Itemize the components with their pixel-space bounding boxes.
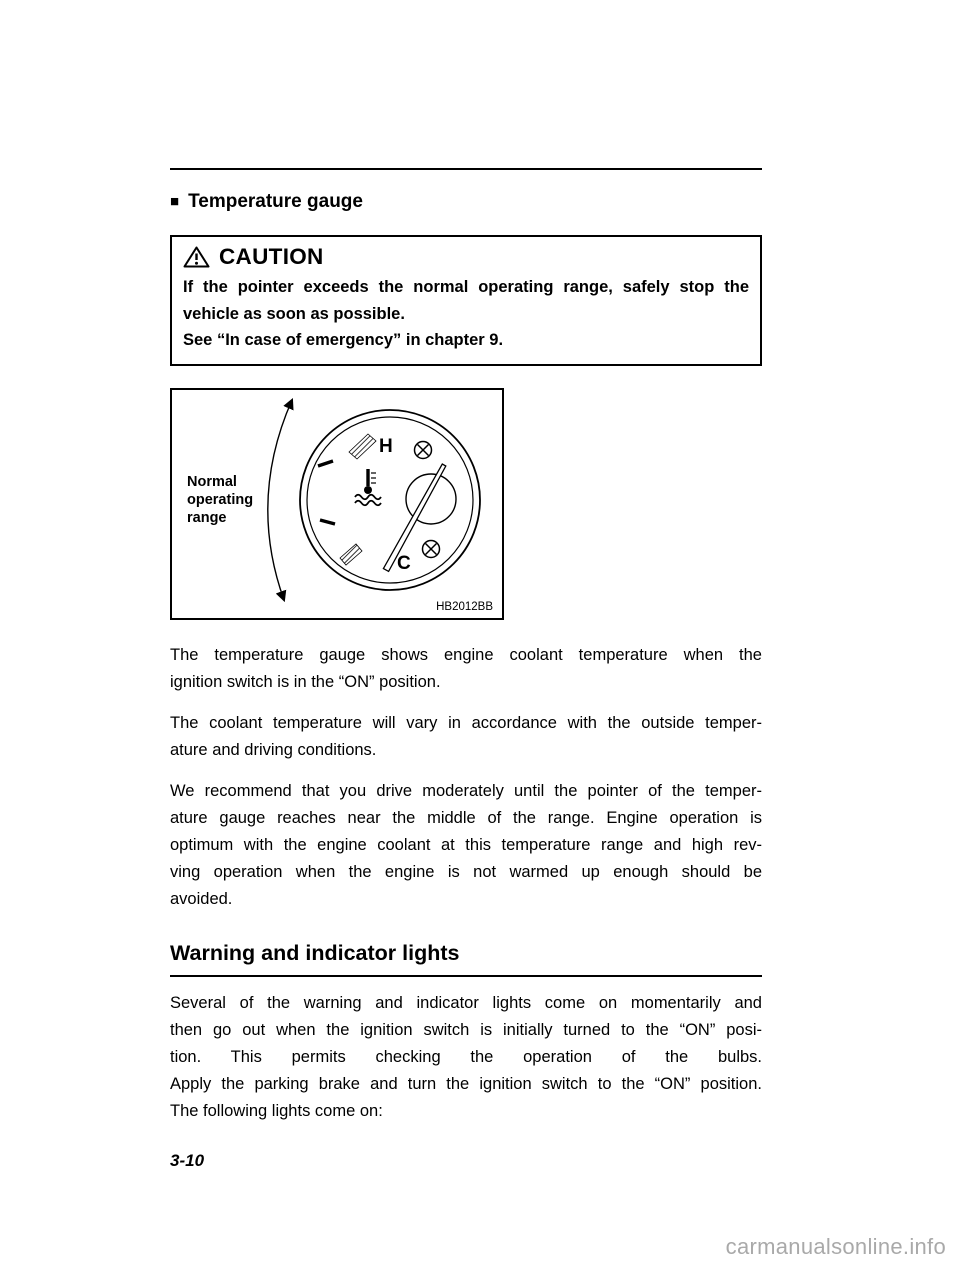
temperature-gauge-illustration	[172, 390, 502, 618]
text-line: ignition switch is in the “ON” position.	[170, 672, 441, 691]
text-line: The following lights come on:	[170, 1101, 383, 1120]
normal-range-label-line: Normal	[187, 473, 237, 490]
text-line: Apply the parking brake and turn the ignition switch to the “ON” position.	[170, 1074, 762, 1093]
text-line: Several of the warning and indicator lights come on momentarily and	[170, 993, 762, 1012]
coolant-temperature-icon	[355, 469, 381, 505]
text-line: ature gauge reaches near the middle of the range. Engine operation is	[170, 808, 762, 827]
text-line: ature and driving conditions.	[170, 740, 377, 759]
text-line: then go out when the ignition switch is initially turned to the “ON” posi-	[170, 1020, 762, 1039]
top-rule	[170, 168, 762, 170]
gauge-tick-lower	[320, 520, 335, 524]
figure-caption: HB2012BB	[436, 600, 493, 613]
text-line: ving operation when the engine is not warmed up enough should be	[170, 862, 762, 881]
bulb-icon-top	[415, 441, 432, 458]
page-number: 3-10	[170, 1150, 205, 1170]
caution-title	[183, 244, 749, 270]
gauge-tick-upper	[318, 461, 333, 466]
bulb-icon-bottom	[423, 540, 440, 557]
page-content	[170, 0, 762, 1171]
caution-text-1	[183, 274, 749, 327]
gauge-h-label: H	[379, 435, 393, 457]
caution-text-2	[183, 327, 749, 354]
temperature-gauge-heading-label: Temperature gauge	[188, 191, 363, 212]
caution-box	[170, 235, 762, 366]
text-line: vehicle as soon as possible.	[183, 304, 405, 323]
warning-triangle-icon	[183, 245, 210, 269]
caution-title-label: CAUTION	[219, 244, 324, 269]
paragraph-warning-lights	[170, 990, 762, 1125]
text-line: We recommend that you drive moderately until the pointer of the temper-	[170, 781, 762, 800]
text-line: The coolant temperature will vary in accordance with the outside temper-	[170, 713, 762, 732]
paragraph-temp-gauge-1	[170, 642, 762, 696]
text-line: If the pointer exceeds the normal operating range, safely stop the	[183, 278, 749, 296]
gauge-c-marker	[340, 544, 362, 565]
temperature-gauge-heading	[170, 191, 762, 213]
text-line: avoided.	[170, 889, 233, 908]
text-line: tion. This permits checking the operation of the bulbs.	[170, 1047, 762, 1066]
watermark: carmanualsonline.info	[725, 1234, 946, 1259]
normal-range-label-line: range	[187, 509, 227, 526]
text-line: See “In case of emergency” in chapter 9.	[183, 331, 504, 349]
gauge-h-marker	[349, 434, 376, 459]
temperature-gauge-figure	[170, 388, 504, 620]
paragraph-temp-gauge-2	[170, 710, 762, 764]
normal-range-label	[187, 474, 253, 526]
range-arc-arrow	[268, 400, 292, 600]
text-line: The temperature gauge shows engine coolant temperature when the	[170, 645, 762, 664]
normal-range-label-line: operating	[187, 491, 254, 508]
paragraph-temp-gauge-3	[170, 778, 762, 913]
square-bullet-icon: ■	[170, 192, 180, 210]
text-line: optimum with the engine coolant at this temperature range and high rev-	[170, 835, 762, 854]
gauge-c-label: C	[397, 552, 411, 574]
warning-indicator-lights-heading: Warning and indicator lights	[170, 941, 762, 977]
